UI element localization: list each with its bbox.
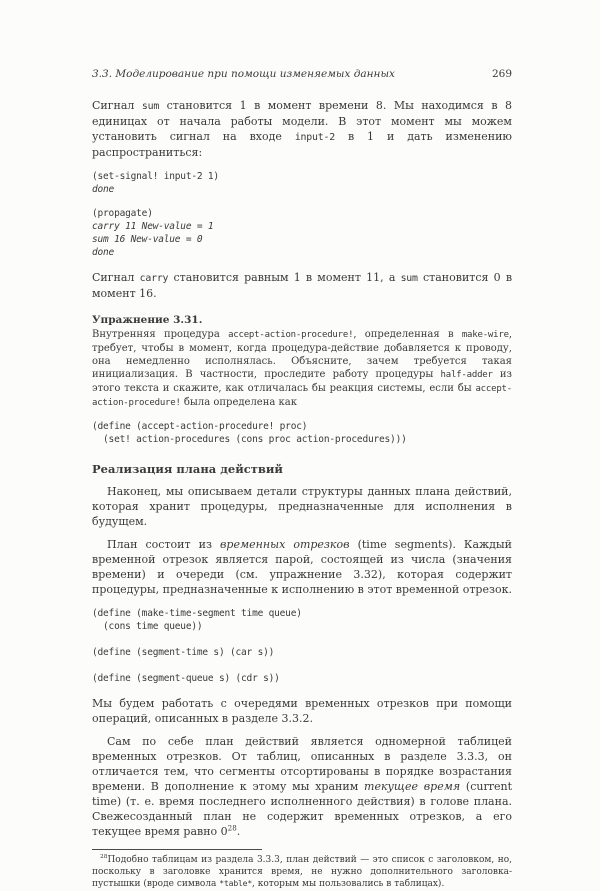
exercise-3-31	[92, 313, 512, 410]
paragraph-signal-carry: Сигнал carry становится равным 1 в момент 11, а sum становится 0 в момент 16.	[92, 271, 513, 300]
paragraph-queues: Мы будем работать с очередями временных отрезков при помощи операций, описанных в разделе 3.3.2.	[92, 697, 512, 725]
paragraph-plan: План состоит из временных отрезков (time segments). Каждый временной отрезок является парой, состоящей из числа (значения времени) и очереди (см. упражнение 3.32), которая содержит процедуры, предназначенные к исполнению в этот временной отрезок.	[92, 538, 512, 596]
code-block-propagate: (propagate) carry 11 New-value = 1 sum 16 New-value = 0 done	[92, 208, 214, 258]
page-header	[92, 68, 512, 80]
exercise-title: Упражнение 3.31.	[92, 314, 203, 326]
paragraph-agenda-table: Сам по себе план действий является одномерной таблицей временных отрезков. От таблиц, описанных в разделе 3.3.3, он отличается тем, что сегменты отсортированы в порядке возрастания времени. В дополнение к этому мы храним текущее время (current time) (т. е. время последнего исполненного действия) в голове плана. Свежесозданный план не содержит временных отрезков, а его текущее время равно $0^{28}$.	[92, 735, 512, 838]
paragraph-nakonec: Наконец, мы описываем детали структуры данных плана действий, которая хранит процедуры, предназначенные для исполнения в будущем.	[92, 485, 512, 528]
code-block-time-segments: (define (make-time-segment time queue) (cons time queue)) (define (segment-time s) (car s)) (define (segment-queue s) (cdr s))	[92, 608, 302, 684]
footnote-rule	[92, 849, 262, 850]
code-block-set-signal: (set-signal! input-2 1) done	[92, 171, 219, 195]
section-heading: Реализация плана действий	[92, 462, 283, 476]
paragraph-signal-sum: Сигнал sum становится 1 в момент времени 8. Мы находимся в 8 единицах от начала работы модели. В этот момент мы можем установить сигнал на входе input-2 в 1 и дать изменению распространиться:	[92, 99, 513, 159]
running-title: 3.3. Моделирование при помощи изменяемых данных	[92, 68, 395, 80]
page-number: 269	[491, 68, 512, 80]
footnote-text: $^{28}$Подобно таблицам из раздела 3.3.3, план действий — это список с заголовком, но, поскольку в заголовке хранится время, не нужно дополнительного заголовка-пустышки (вроде символа *table*, которым мы пользовались в таблицах).	[92, 854, 512, 889]
footnote	[92, 849, 512, 891]
exercise-body: Внутренняя процедура accept-action-procedure!, определенная в make-wire, требует, чтобы в момент, когда процедура-действие добавляется к проводу, она немедленно исполнялась. Объясните, зачем требуется такая инициализация. В частности, проследите работу процедуры half-adder из этого текста и скажите, как отличалась бы реакция системы, если бы accept-action-procedure! была определена как	[92, 329, 512, 408]
code-block-accept-action: (define (accept-action-procedure! proc) (set! action-procedures (cons proc action-procedures)))	[92, 421, 407, 445]
